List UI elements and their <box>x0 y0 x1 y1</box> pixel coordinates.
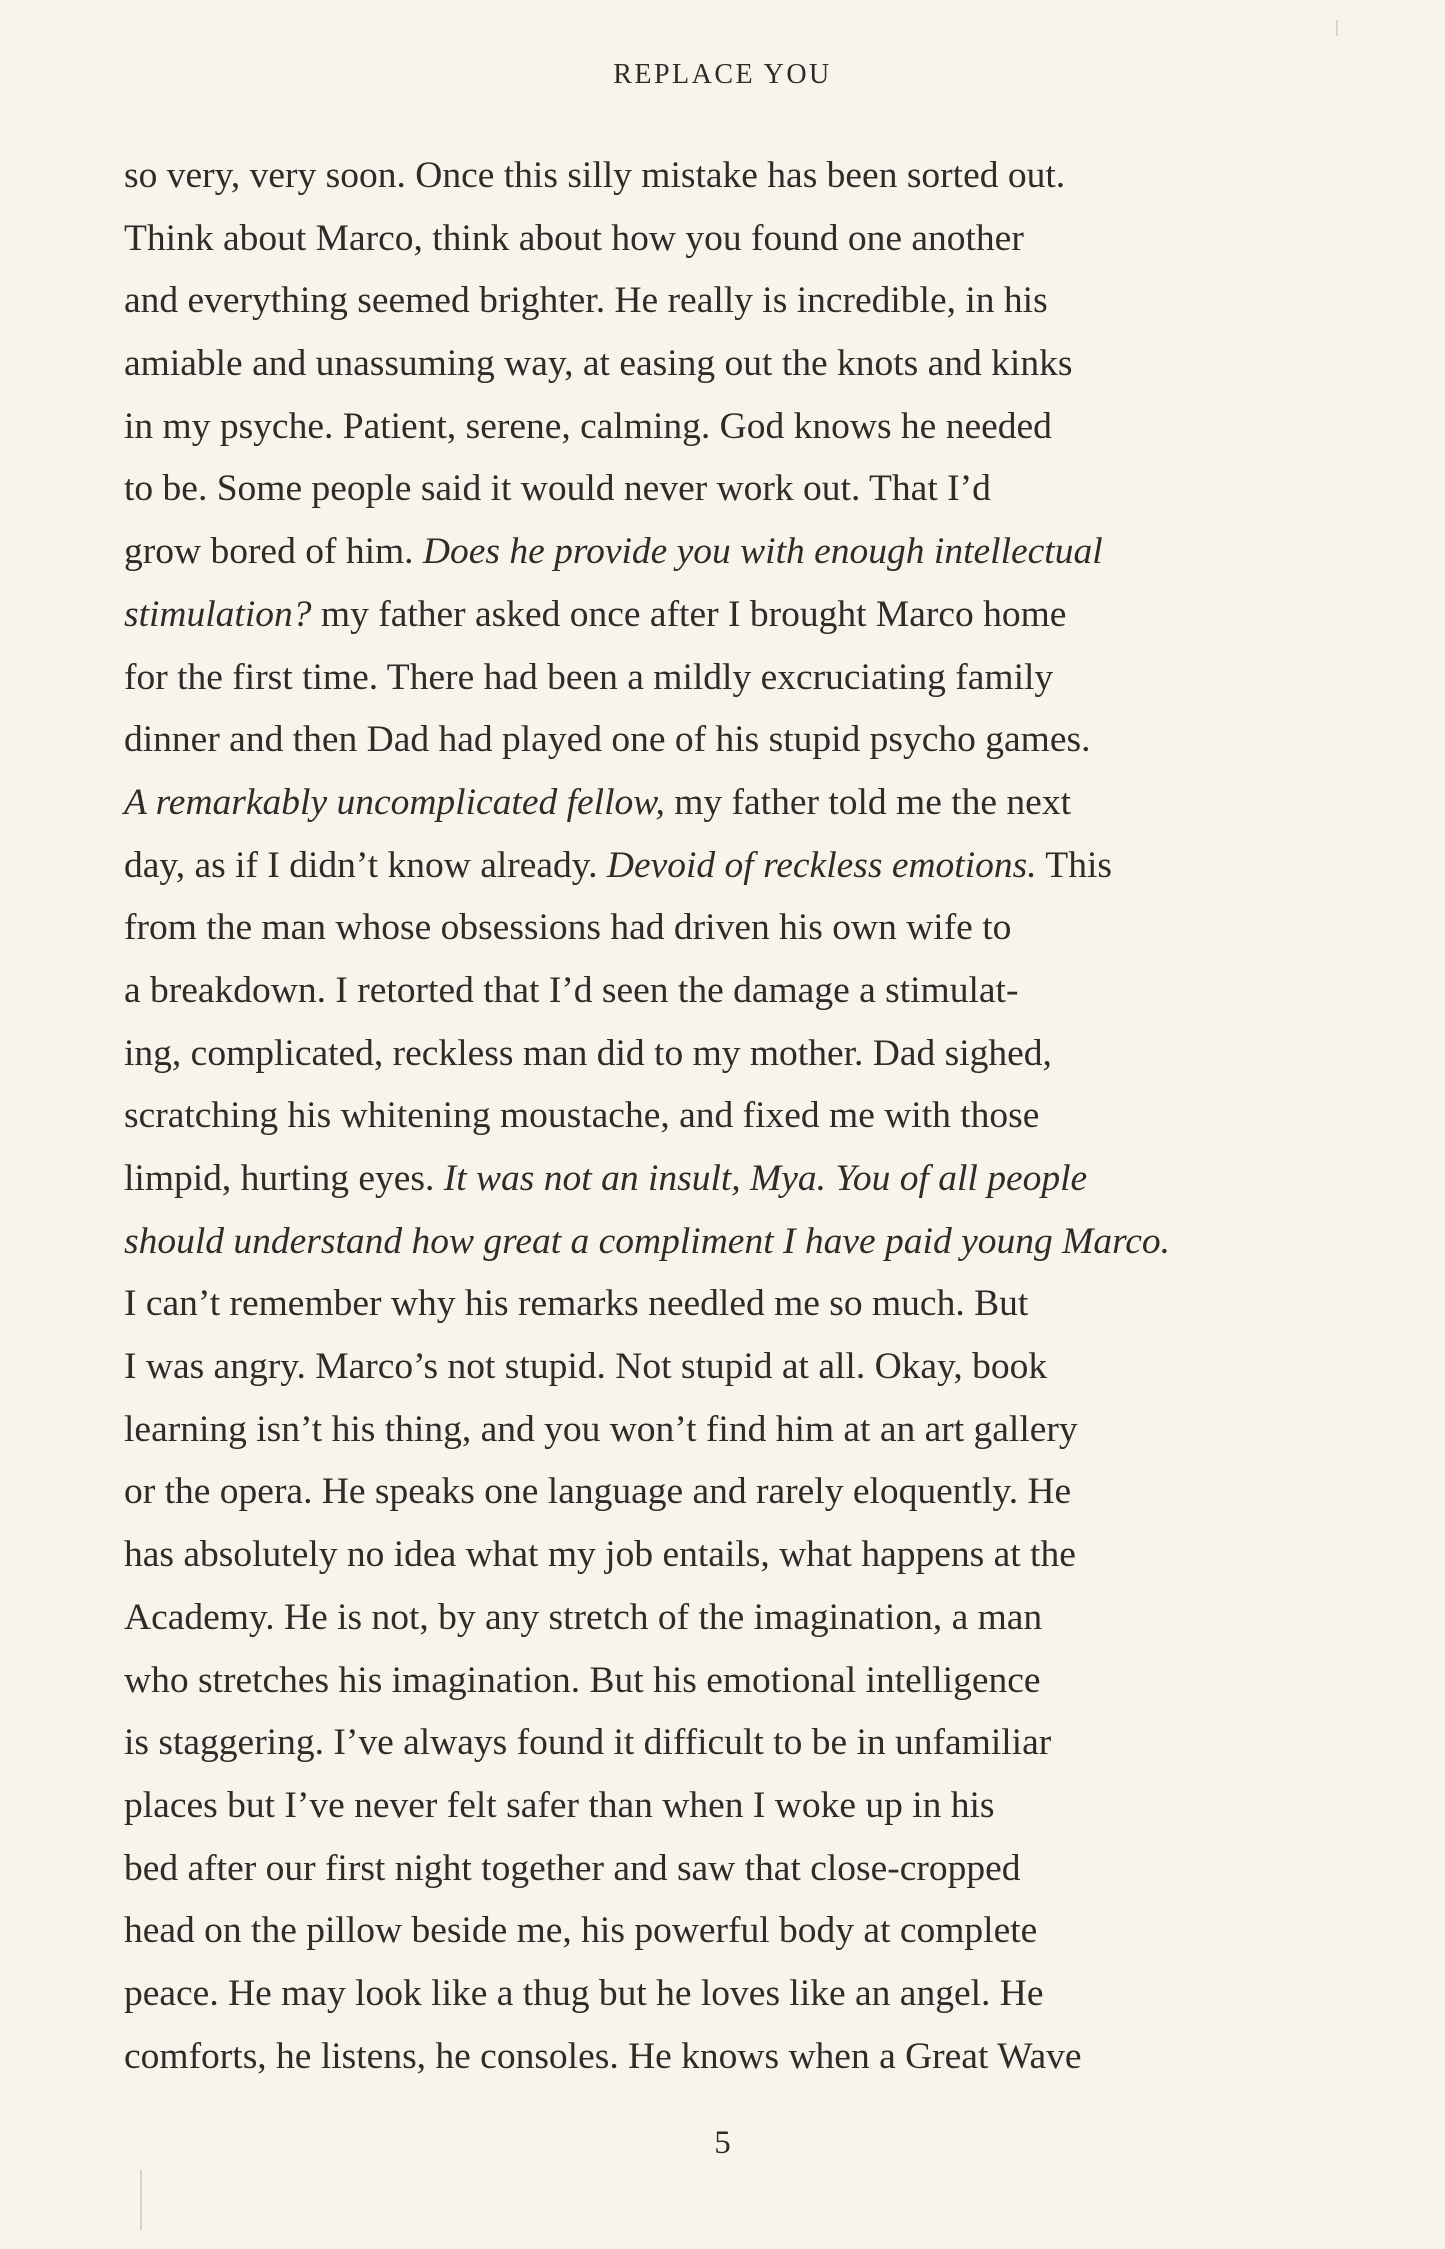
text-run: peace. He may look like a thug but he loves like an angel. He <box>124 1972 1044 2014</box>
text-line <box>124 1775 1319 1838</box>
text-line <box>124 145 1319 208</box>
text-line <box>124 1587 1319 1650</box>
text-line <box>124 1085 1319 1148</box>
text-line <box>124 1211 1319 1274</box>
text-run: I can’t remember why his remarks needled me so much. But <box>124 1283 1029 1325</box>
text-run: a breakdown. I retorted that I’d seen the damage a stimulat- <box>124 969 1019 1011</box>
text-run: day, as if I didn’t know already. <box>124 844 607 886</box>
text-line <box>124 270 1319 333</box>
italic-text: Devoid of reckless emotions. <box>606 844 1037 886</box>
text-run: Academy. He is not, by any stretch of the imagination, a man <box>124 1596 1043 1638</box>
text-run: is staggering. I’ve always found it difficult to be in unfamiliar <box>124 1722 1052 1764</box>
text-line <box>124 2026 1319 2089</box>
text-line <box>124 1712 1319 1775</box>
text-run: so very, very soon. Once this silly mistake has been sorted out. <box>124 155 1066 196</box>
text-line <box>124 835 1319 898</box>
text-run: and everything seemed brighter. He really is incredible, in his <box>124 280 1048 322</box>
text-run: learning isn’t his thing, and you won’t find him at an art gallery <box>124 1408 1078 1450</box>
running-head: REPLACE YOU <box>613 59 832 90</box>
text-run: who stretches his imagination. But his emotional intelligence <box>124 1659 1041 1701</box>
text-run: This <box>1036 844 1112 886</box>
text-run: I was angry. Marco’s not stupid. Not stupid at all. Okay, book <box>124 1346 1048 1388</box>
text-run: my father told me the next <box>664 781 1071 823</box>
text-run: dinner and then Dad had played one of his stupid psycho games. <box>124 719 1091 761</box>
text-line <box>124 1461 1319 1524</box>
text-line <box>124 1399 1319 1462</box>
text-run: has absolutely no idea what my job entails, what happens at the <box>124 1534 1076 1576</box>
text-run: ing, complicated, reckless man did to my mother. Dad sighed, <box>124 1032 1052 1074</box>
text-run: Think about Marco, think about how you found one another <box>124 217 1024 259</box>
text-line <box>124 333 1319 396</box>
text-run: places but I’ve never felt safer than when I woke up in his <box>124 1784 995 1826</box>
text-run: to be. Some people said it would never work out. That I’d <box>124 468 991 510</box>
text-line <box>124 1336 1319 1399</box>
text-run: amiable and unassuming way, at easing out the knots and kinks <box>124 343 1073 385</box>
text-line <box>124 960 1319 1023</box>
text-line <box>124 1900 1319 1963</box>
text-run: my father asked once after I brought Marco home <box>311 593 1067 635</box>
text-run: bed after our first night together and saw that close-cropped <box>124 1847 1021 1889</box>
text-line <box>124 1148 1319 1211</box>
text-line <box>124 1838 1319 1901</box>
italic-text: A remarkably uncomplicated fellow, <box>124 781 665 823</box>
paper-speck <box>1336 20 1338 36</box>
text-run: in my psyche. Patient, serene, calming. God knows he needed <box>124 405 1052 447</box>
text-line <box>124 1650 1319 1713</box>
text-line <box>124 647 1319 710</box>
text-line <box>124 897 1319 960</box>
text-line <box>124 1524 1319 1587</box>
text-run: limpid, hurting eyes. <box>124 1158 444 1199</box>
text-run: scratching his whitening moustache, and fixed me with those <box>124 1095 1040 1137</box>
text-run: for the first time. There had been a mildly excruciating family <box>124 656 1054 698</box>
text-line <box>124 1023 1319 1086</box>
text-line <box>124 458 1319 521</box>
text-run: or the opera. He speaks one language and rarely eloquently. He <box>124 1471 1072 1513</box>
text-run: grow bored of him. <box>124 531 423 573</box>
text-line <box>124 1273 1319 1336</box>
text-line <box>124 521 1319 584</box>
italic-text: It was not an insult, Mya. You of all people <box>443 1158 1088 1199</box>
text-line <box>124 709 1319 772</box>
text-run: comforts, he listens, he consoles. He knows when a Great Wave <box>124 2035 1082 2077</box>
text-line <box>124 1963 1319 2026</box>
text-run: from the man whose obsessions had driven his own wife to <box>124 907 1012 949</box>
text-line <box>124 208 1319 271</box>
text-run: head on the pillow beside me, his powerful body at complete <box>124 1910 1038 1952</box>
text-line <box>124 772 1319 835</box>
body-text <box>124 145 1319 2088</box>
italic-text: stimulation? <box>124 593 312 635</box>
text-line <box>124 396 1319 459</box>
italic-text: Does he provide you with enough intellectual <box>422 531 1103 573</box>
italic-text: should understand how great a compliment I have paid young Marco. <box>124 1220 1171 1262</box>
paper-speck <box>140 2170 142 2230</box>
text-line <box>124 584 1319 647</box>
page-number: 5 <box>714 2125 731 2161</box>
